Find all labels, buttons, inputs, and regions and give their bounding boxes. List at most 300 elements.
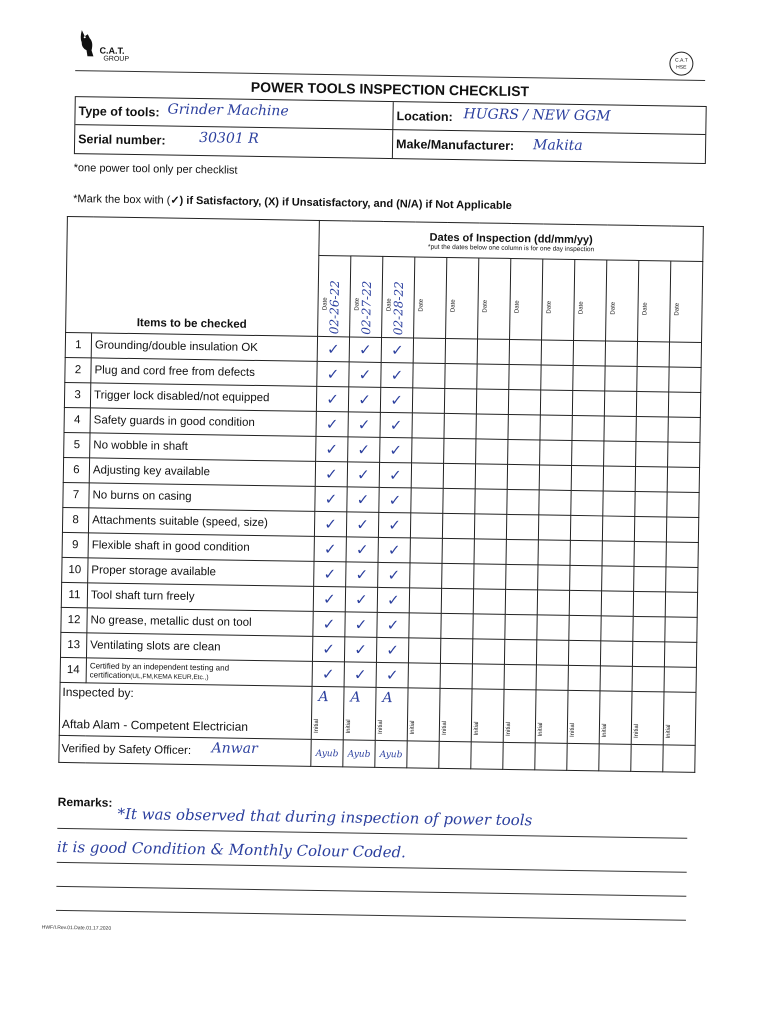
date-label: Date xyxy=(546,300,553,314)
check-cell[interactable] xyxy=(536,640,568,665)
company-name: C.A.T. xyxy=(99,45,125,56)
initial-cell[interactable] xyxy=(663,692,696,745)
check-cell[interactable] xyxy=(572,415,604,440)
check-cell[interactable] xyxy=(344,662,376,687)
check-cell[interactable] xyxy=(506,564,538,589)
checkmark-icon: ✓ xyxy=(390,341,404,360)
item-label: Ventilating slots are clean xyxy=(86,633,312,662)
check-cell[interactable] xyxy=(377,612,409,637)
item-label xyxy=(86,658,312,687)
inspected-by-label: Inspected by: xyxy=(62,684,134,701)
check-cell[interactable] xyxy=(413,338,445,363)
check-cell[interactable] xyxy=(668,392,701,418)
check-cell[interactable] xyxy=(378,562,410,587)
check-cell[interactable] xyxy=(600,666,632,691)
check-cell[interactable] xyxy=(377,587,409,612)
items-header: Items to be checked xyxy=(66,216,320,336)
check-cell[interactable] xyxy=(569,615,601,640)
checkmark-icon: ✓ xyxy=(358,340,372,359)
checkmark-icon: ✓ xyxy=(324,490,338,509)
check-cell[interactable] xyxy=(634,516,666,541)
check-cell[interactable] xyxy=(668,442,701,468)
check-cell[interactable] xyxy=(539,490,571,515)
make-field xyxy=(393,130,705,163)
checkmark-icon: ✓ xyxy=(358,390,371,409)
item-label: Trigger lock disabled/not equipped xyxy=(90,383,316,412)
check-cell[interactable] xyxy=(445,363,477,388)
check-cell[interactable] xyxy=(409,588,441,613)
verified-initial-cell[interactable] xyxy=(311,739,343,766)
checkmark-icon: ✓ xyxy=(354,590,368,609)
initial-label: Initial xyxy=(633,723,641,739)
check-cell[interactable] xyxy=(537,615,569,640)
item-number: 4 xyxy=(64,407,90,432)
check-cell[interactable] xyxy=(508,439,540,464)
check-cell[interactable] xyxy=(541,340,573,365)
check-cell[interactable] xyxy=(505,614,537,639)
check-cell[interactable] xyxy=(637,341,669,366)
verified-initial-cell[interactable] xyxy=(407,741,439,768)
initial-cell[interactable] xyxy=(631,691,664,744)
date-label: Date xyxy=(674,302,681,316)
check-cell[interactable] xyxy=(568,640,600,665)
check-cell[interactable] xyxy=(474,539,506,564)
check-cell[interactable] xyxy=(347,487,379,512)
check-cell[interactable] xyxy=(379,462,411,487)
check-cell[interactable] xyxy=(666,517,699,543)
check-cell[interactable] xyxy=(635,466,667,491)
checkmark-icon: ✓ xyxy=(388,516,402,535)
initial-cell[interactable] xyxy=(471,689,504,742)
check-cell[interactable] xyxy=(505,589,537,614)
checkmark-icon: ✓ xyxy=(326,365,340,384)
initial-cell[interactable] xyxy=(407,688,440,741)
check-cell[interactable] xyxy=(634,566,666,591)
inspected-by-cell xyxy=(59,682,312,739)
verified-initial-cell[interactable] xyxy=(503,742,535,769)
check-cell[interactable] xyxy=(602,516,634,541)
check-cell[interactable] xyxy=(668,417,701,443)
remarks-rule-1 xyxy=(57,828,687,839)
check-cell[interactable] xyxy=(636,391,668,416)
check-cell[interactable] xyxy=(313,611,345,636)
check-cell[interactable] xyxy=(380,412,412,437)
check-cell[interactable] xyxy=(317,361,349,386)
check-cell[interactable] xyxy=(571,490,603,515)
check-cell[interactable] xyxy=(312,636,344,661)
check-cell[interactable] xyxy=(347,462,379,487)
check-cell[interactable] xyxy=(633,591,665,616)
verified-initial-cell[interactable] xyxy=(535,743,567,770)
mark-prefix: *Mark the box with ( xyxy=(73,193,171,207)
check-cell[interactable] xyxy=(536,665,568,690)
verified-label: Verified by Safety Officer: xyxy=(61,742,192,757)
check-cell[interactable] xyxy=(348,437,380,462)
check-cell[interactable] xyxy=(538,515,570,540)
date-column-2 xyxy=(350,256,383,337)
checkmark-icon: ✓ xyxy=(357,440,371,459)
check-cell[interactable] xyxy=(346,512,378,537)
check-cell[interactable] xyxy=(669,342,702,368)
check-cell[interactable] xyxy=(601,591,633,616)
check-cell[interactable] xyxy=(572,390,604,415)
document-code: HWF/I.Rev.01.Date.01.17.2020 xyxy=(41,924,112,932)
check-cell[interactable] xyxy=(473,589,505,614)
date-column-4 xyxy=(414,257,447,338)
check-cell[interactable] xyxy=(408,638,440,663)
check-cell[interactable] xyxy=(412,388,444,413)
check-cell[interactable] xyxy=(314,561,346,586)
check-cell[interactable] xyxy=(380,387,412,412)
check-cell[interactable] xyxy=(504,639,536,664)
check-cell[interactable] xyxy=(376,662,408,687)
item-number: 9 xyxy=(62,532,88,557)
initial-label: Initial xyxy=(473,721,481,736)
check-cell[interactable] xyxy=(314,536,346,561)
check-cell[interactable] xyxy=(381,337,413,362)
item-number: 1 xyxy=(65,332,91,357)
hse-badge-icon xyxy=(669,51,693,75)
item-number: 10 xyxy=(62,557,88,582)
check-cell[interactable] xyxy=(603,466,635,491)
serial-label: Serial number: xyxy=(78,132,166,148)
checkmark-icon: ✓ xyxy=(358,365,372,384)
checkmark-icon: ✓ xyxy=(355,565,369,584)
check-cell[interactable] xyxy=(411,488,443,513)
check-cell[interactable] xyxy=(413,363,445,388)
inspector-initial: A xyxy=(350,689,361,706)
check-cell[interactable] xyxy=(381,362,413,387)
checkmark-icon: ✓ xyxy=(386,616,400,635)
check-cell[interactable] xyxy=(476,439,508,464)
initial-label: Initial xyxy=(441,720,449,736)
check-cell[interactable] xyxy=(632,641,664,666)
check-cell[interactable] xyxy=(474,514,506,539)
check-cell[interactable] xyxy=(410,513,442,538)
check-cell[interactable] xyxy=(316,411,348,436)
badge-top-text: C.A.T xyxy=(675,57,688,64)
verified-cell xyxy=(59,735,311,766)
check-cell[interactable] xyxy=(507,464,539,489)
checkmark-icon: ✓ xyxy=(387,566,401,585)
check-cell[interactable] xyxy=(571,465,603,490)
check-cell[interactable] xyxy=(441,613,473,638)
date-column-10 xyxy=(606,260,639,341)
check-cell[interactable] xyxy=(667,467,700,493)
check-cell[interactable] xyxy=(603,491,635,516)
check-cell[interactable] xyxy=(349,337,381,362)
check-cell[interactable] xyxy=(664,667,697,693)
check-cell[interactable] xyxy=(605,366,637,391)
check-cell[interactable] xyxy=(442,538,474,563)
check-cell[interactable] xyxy=(636,416,668,441)
check-cell[interactable] xyxy=(632,666,664,691)
check-cell[interactable] xyxy=(600,641,632,666)
checkmark-icon: ✓ xyxy=(355,540,369,559)
date-column-8 xyxy=(542,259,575,340)
checkmark-icon: ✓ xyxy=(389,441,403,460)
initial-cell[interactable] xyxy=(375,687,408,740)
check-cell[interactable] xyxy=(570,565,602,590)
checkmark-icon: ✓ xyxy=(354,640,368,659)
check-cell[interactable] xyxy=(474,564,506,589)
verified-initial-cell[interactable] xyxy=(375,740,407,767)
check-cell[interactable] xyxy=(570,540,602,565)
check-cell[interactable] xyxy=(440,663,472,688)
verified-initial-cell[interactable] xyxy=(439,741,471,768)
item-number: 6 xyxy=(63,457,89,482)
check-cell[interactable] xyxy=(444,413,476,438)
header-row xyxy=(67,216,704,261)
check-cell[interactable] xyxy=(634,541,666,566)
page-title: POWER TOOLS INSPECTION CHECKLIST xyxy=(75,70,705,105)
checkmark-icon: ✓ xyxy=(323,540,337,559)
checkmark-icon: ✓ xyxy=(353,665,367,684)
checkmark-icon: ✓ xyxy=(324,465,338,484)
check-cell[interactable] xyxy=(664,642,697,668)
checkmark-icon: ✓ xyxy=(357,415,371,434)
checkmark-icon: ✓ xyxy=(324,515,338,534)
check-cell[interactable] xyxy=(475,464,507,489)
check-cell[interactable] xyxy=(410,538,442,563)
check-cell[interactable] xyxy=(538,540,570,565)
checkmark-icon: ✓ xyxy=(354,615,368,634)
check-cell[interactable] xyxy=(349,362,381,387)
initial-cell[interactable] xyxy=(311,686,344,739)
check-cell[interactable] xyxy=(316,386,348,411)
badge-bottom-text: HSE xyxy=(676,64,687,71)
item-label-small: (UL,FM,KEMA KEUR,Etc.,) xyxy=(130,672,209,681)
check-cell[interactable] xyxy=(442,563,474,588)
initial-label: Initial xyxy=(345,719,353,734)
check-cell[interactable] xyxy=(378,512,410,537)
check-cell[interactable] xyxy=(444,438,476,463)
check-cell[interactable] xyxy=(442,513,474,538)
check-cell[interactable] xyxy=(443,488,475,513)
check-cell[interactable] xyxy=(379,487,411,512)
check-cell[interactable] xyxy=(378,537,410,562)
check-cell[interactable] xyxy=(633,616,665,641)
check-cell[interactable] xyxy=(509,364,541,389)
check-cell[interactable] xyxy=(376,637,408,662)
initial-cell[interactable] xyxy=(503,689,536,742)
date-column-11 xyxy=(638,260,671,341)
mark-legend: ) if Satisfactory, (X) if Unsatisfactory, and (N/A) if Not Applicable xyxy=(179,194,512,212)
check-cell[interactable] xyxy=(602,566,634,591)
check-cell[interactable] xyxy=(665,592,698,618)
check-cell[interactable] xyxy=(312,661,344,686)
one-tool-note: *one power tool only per checklist xyxy=(73,162,238,177)
date-label: Date xyxy=(578,301,585,315)
item-label: Adjusting key available xyxy=(89,458,315,487)
check-cell[interactable] xyxy=(573,340,605,365)
check-cell[interactable] xyxy=(539,465,571,490)
item-number: 2 xyxy=(65,357,91,382)
initial-label: Initial xyxy=(665,724,673,739)
checkmark-icon: ✓ xyxy=(326,340,340,359)
check-cell[interactable] xyxy=(477,339,509,364)
check-cell[interactable] xyxy=(317,336,349,361)
make-value: Makita xyxy=(532,137,583,155)
remarks-rule-4 xyxy=(56,910,686,921)
initial-label: Initial xyxy=(537,722,545,737)
tool-info-grid xyxy=(74,96,707,164)
check-cell[interactable] xyxy=(504,664,536,689)
check-cell[interactable] xyxy=(348,387,380,412)
check-cell[interactable] xyxy=(602,541,634,566)
check-cell[interactable] xyxy=(440,638,472,663)
check-cell[interactable] xyxy=(473,614,505,639)
verified-initial-cell[interactable] xyxy=(599,744,631,771)
check-cell[interactable] xyxy=(507,489,539,514)
check-cell[interactable] xyxy=(666,567,699,593)
check-cell[interactable] xyxy=(315,486,347,511)
date-value: 02-28-22 xyxy=(391,281,406,336)
check-cell[interactable] xyxy=(506,514,538,539)
item-number: 8 xyxy=(62,507,88,532)
item-label: Flexible shaft in good condition xyxy=(88,533,314,562)
remarks-rule-3 xyxy=(56,886,686,897)
dates-subtitle: *put the dates below one column is for one day inspection xyxy=(427,243,595,253)
check-cell[interactable] xyxy=(472,639,504,664)
mark-check-icon: ✓ xyxy=(170,194,180,207)
check-cell[interactable] xyxy=(441,588,473,613)
check-cell[interactable] xyxy=(540,440,572,465)
checkmark-icon: ✓ xyxy=(388,491,402,510)
verified-initial-cell[interactable] xyxy=(567,743,599,770)
verified-initial: Ayub xyxy=(379,749,403,761)
check-cell[interactable] xyxy=(508,414,540,439)
check-cell[interactable] xyxy=(637,366,669,391)
check-cell[interactable] xyxy=(313,586,345,611)
inspector-initial: A xyxy=(318,688,329,706)
check-cell[interactable] xyxy=(411,463,443,488)
date-label: Date xyxy=(322,297,329,311)
check-cell[interactable] xyxy=(666,542,699,568)
initial-cell[interactable] xyxy=(599,691,632,744)
verified-initial-cell[interactable] xyxy=(471,742,503,769)
check-cell[interactable] xyxy=(538,565,570,590)
check-cell[interactable] xyxy=(604,391,636,416)
initial-cell[interactable] xyxy=(535,690,568,743)
checkmark-icon: ✓ xyxy=(356,490,370,509)
check-cell[interactable] xyxy=(314,511,346,536)
initial-label: Initial xyxy=(601,723,609,738)
item-label: No grease, metallic dust on tool xyxy=(87,608,313,637)
check-cell[interactable] xyxy=(573,365,605,390)
remarks-label: Remarks: xyxy=(57,794,113,810)
check-cell[interactable] xyxy=(537,590,569,615)
check-cell[interactable] xyxy=(345,612,377,637)
item-label: No burns on casing xyxy=(89,483,315,512)
check-cell[interactable] xyxy=(380,437,412,462)
check-cell[interactable] xyxy=(568,665,600,690)
check-cell[interactable] xyxy=(636,441,668,466)
checkmark-icon: ✓ xyxy=(322,590,336,609)
date-label: Date xyxy=(642,302,649,316)
check-cell[interactable] xyxy=(475,489,507,514)
check-cell[interactable] xyxy=(669,367,702,393)
check-cell[interactable] xyxy=(540,390,572,415)
remarks-line-1: *It was observed that during inspection of power tools xyxy=(117,804,533,830)
check-cell[interactable] xyxy=(346,562,378,587)
item-label: Proper storage available xyxy=(88,558,314,587)
inspector-initial: A xyxy=(382,689,393,707)
check-cell[interactable] xyxy=(477,364,509,389)
check-cell[interactable] xyxy=(540,415,572,440)
checkmark-icon: ✓ xyxy=(385,666,399,685)
check-cell[interactable] xyxy=(509,339,541,364)
item-number: 7 xyxy=(63,482,89,507)
checkmark-icon: ✓ xyxy=(390,391,403,410)
check-cell[interactable] xyxy=(604,416,636,441)
dates-title: Dates of Inspection (dd/mm/yy) xyxy=(429,231,593,246)
item-label: No wobble in shaft xyxy=(90,433,316,462)
date-column-9 xyxy=(574,259,607,340)
check-cell[interactable] xyxy=(572,440,604,465)
verified-initial-cell[interactable] xyxy=(343,740,375,767)
verified-initial-cell[interactable] xyxy=(663,745,696,773)
check-cell[interactable] xyxy=(541,365,573,390)
initial-label: Initial xyxy=(409,720,417,735)
check-cell[interactable] xyxy=(346,537,378,562)
item-number: 13 xyxy=(60,632,86,657)
date-label: Date xyxy=(418,298,425,312)
check-cell[interactable] xyxy=(444,388,476,413)
check-cell[interactable] xyxy=(412,438,444,463)
initial-label: Initial xyxy=(313,718,321,734)
check-cell[interactable] xyxy=(604,441,636,466)
check-cell[interactable] xyxy=(345,587,377,612)
initial-cell[interactable] xyxy=(343,687,376,740)
check-cell[interactable] xyxy=(635,491,667,516)
check-cell[interactable] xyxy=(344,637,376,662)
check-cell[interactable] xyxy=(476,389,508,414)
checkmark-icon: ✓ xyxy=(323,565,337,584)
initial-cell[interactable] xyxy=(567,690,600,743)
check-cell[interactable] xyxy=(409,613,441,638)
check-cell[interactable] xyxy=(506,539,538,564)
checklist-sheet xyxy=(41,20,710,950)
check-cell[interactable] xyxy=(472,664,504,689)
check-cell[interactable] xyxy=(667,492,700,518)
item-number: 14 xyxy=(60,657,86,682)
check-cell[interactable] xyxy=(412,413,444,438)
check-cell[interactable] xyxy=(408,663,440,688)
initial-cell[interactable] xyxy=(439,688,472,741)
check-cell[interactable] xyxy=(476,414,508,439)
check-cell[interactable] xyxy=(605,341,637,366)
checkmark-icon: ✓ xyxy=(389,416,403,435)
check-cell[interactable] xyxy=(508,389,540,414)
check-cell[interactable] xyxy=(569,590,601,615)
checkmark-icon: ✓ xyxy=(390,366,404,385)
check-cell[interactable] xyxy=(315,461,347,486)
type-label: Type of tools: xyxy=(78,104,160,120)
check-cell[interactable] xyxy=(665,617,698,643)
checkmark-icon: ✓ xyxy=(321,665,335,684)
check-cell[interactable] xyxy=(601,616,633,641)
check-cell[interactable] xyxy=(443,463,475,488)
date-label: Date xyxy=(514,300,521,314)
check-cell[interactable] xyxy=(570,515,602,540)
check-cell[interactable] xyxy=(348,412,380,437)
check-cell[interactable] xyxy=(316,436,348,461)
item-label-text: Certified by an independent testing and certification xyxy=(89,660,230,680)
verified-initial-cell[interactable] xyxy=(631,744,663,771)
check-cell[interactable] xyxy=(410,563,442,588)
check-cell[interactable] xyxy=(445,338,477,363)
